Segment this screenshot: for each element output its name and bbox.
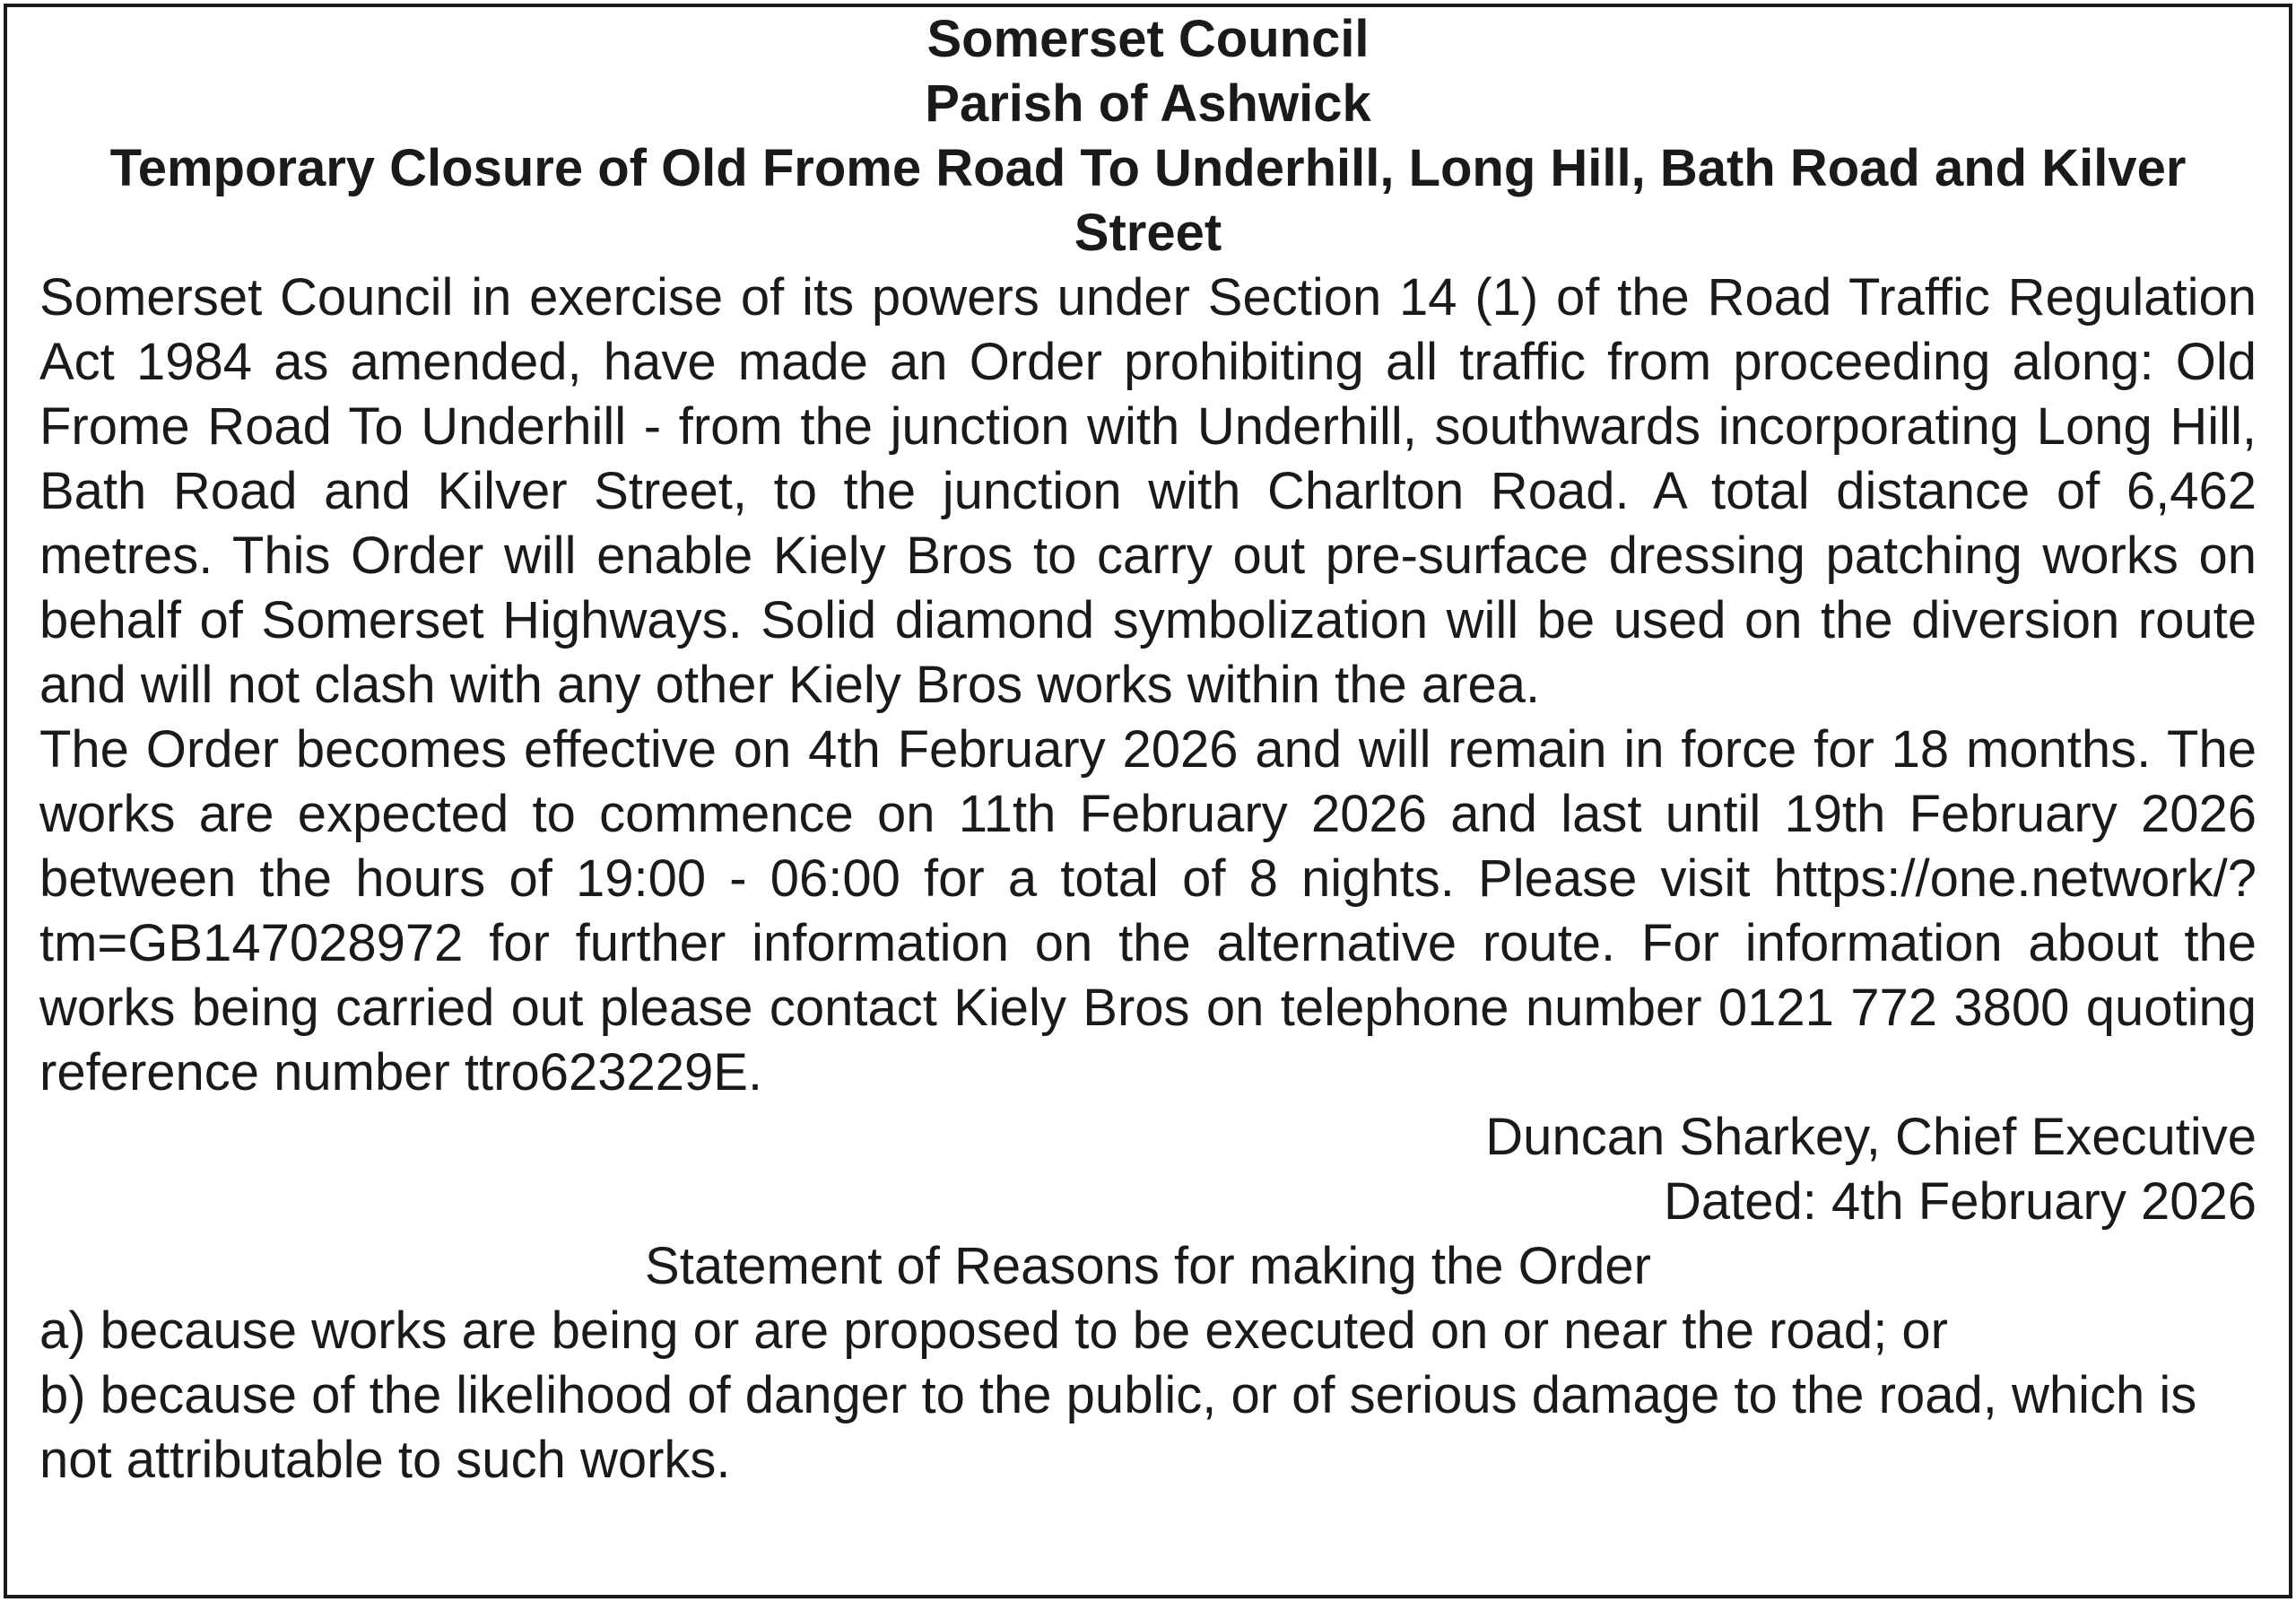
- reasons-heading: Statement of Reasons for making the Order: [645, 1237, 1651, 1295]
- signatory: Duncan Sharkey, Chief Executive: [1485, 1108, 2257, 1166]
- notice-title: Temporary Closure of Old Frome Road To Underhill, Long Hill, Bath Road and Kilver Street: [109, 139, 2187, 262]
- public-notice: [4, 4, 2292, 1598]
- effective-paragraph: The Order becomes effective on 4th February 2026 and will remain in force for 18 months. The works are expected to commence on 11th February 2026 and last until 19th February 2026 between the hours of 19:00 - 06:00 for a total of 8 nights. Please visit https://one.network/?tm=GB147028972 for further information on the alternative route. For information about the works being carried out please contact Kiely Bros on telephone number 0121 772 3800 quoting reference number ttro623229E.: [39, 720, 2257, 1101]
- parish-heading: Parish of Ashwick: [925, 74, 1371, 133]
- order-paragraph: Somerset Council in exercise of its powers under Section 14 (1) of the Road Traffic Regulation Act 1984 as amended, have made an Order prohibiting all traffic from proceeding along: Old Frome Road To Underhill - from the junction with Underhill, southwards incorporating Long Hill, Bath Road and Kilver Street, to the junction with Charlton Road. A total distance of 6,462 metres. This Order will enable Kiely Bros to carry out pre-surface dressing patching works on behalf of Somerset Highways. Solid diamond symbolization will be used on the diversion route and will not clash with any other Kiely Bros works within the area.: [39, 268, 2257, 714]
- authority-heading: Somerset Council: [926, 10, 1370, 68]
- reason-a: a) because works are being or are proposed to be executed on or near the road; or: [39, 1302, 1948, 1360]
- reason-b: b) because of the likelihood of danger to the public, or of serious damage to the road, which is not attributable to such works.: [39, 1366, 2197, 1489]
- date-line: Dated: 4th February 2026: [1664, 1172, 2257, 1231]
